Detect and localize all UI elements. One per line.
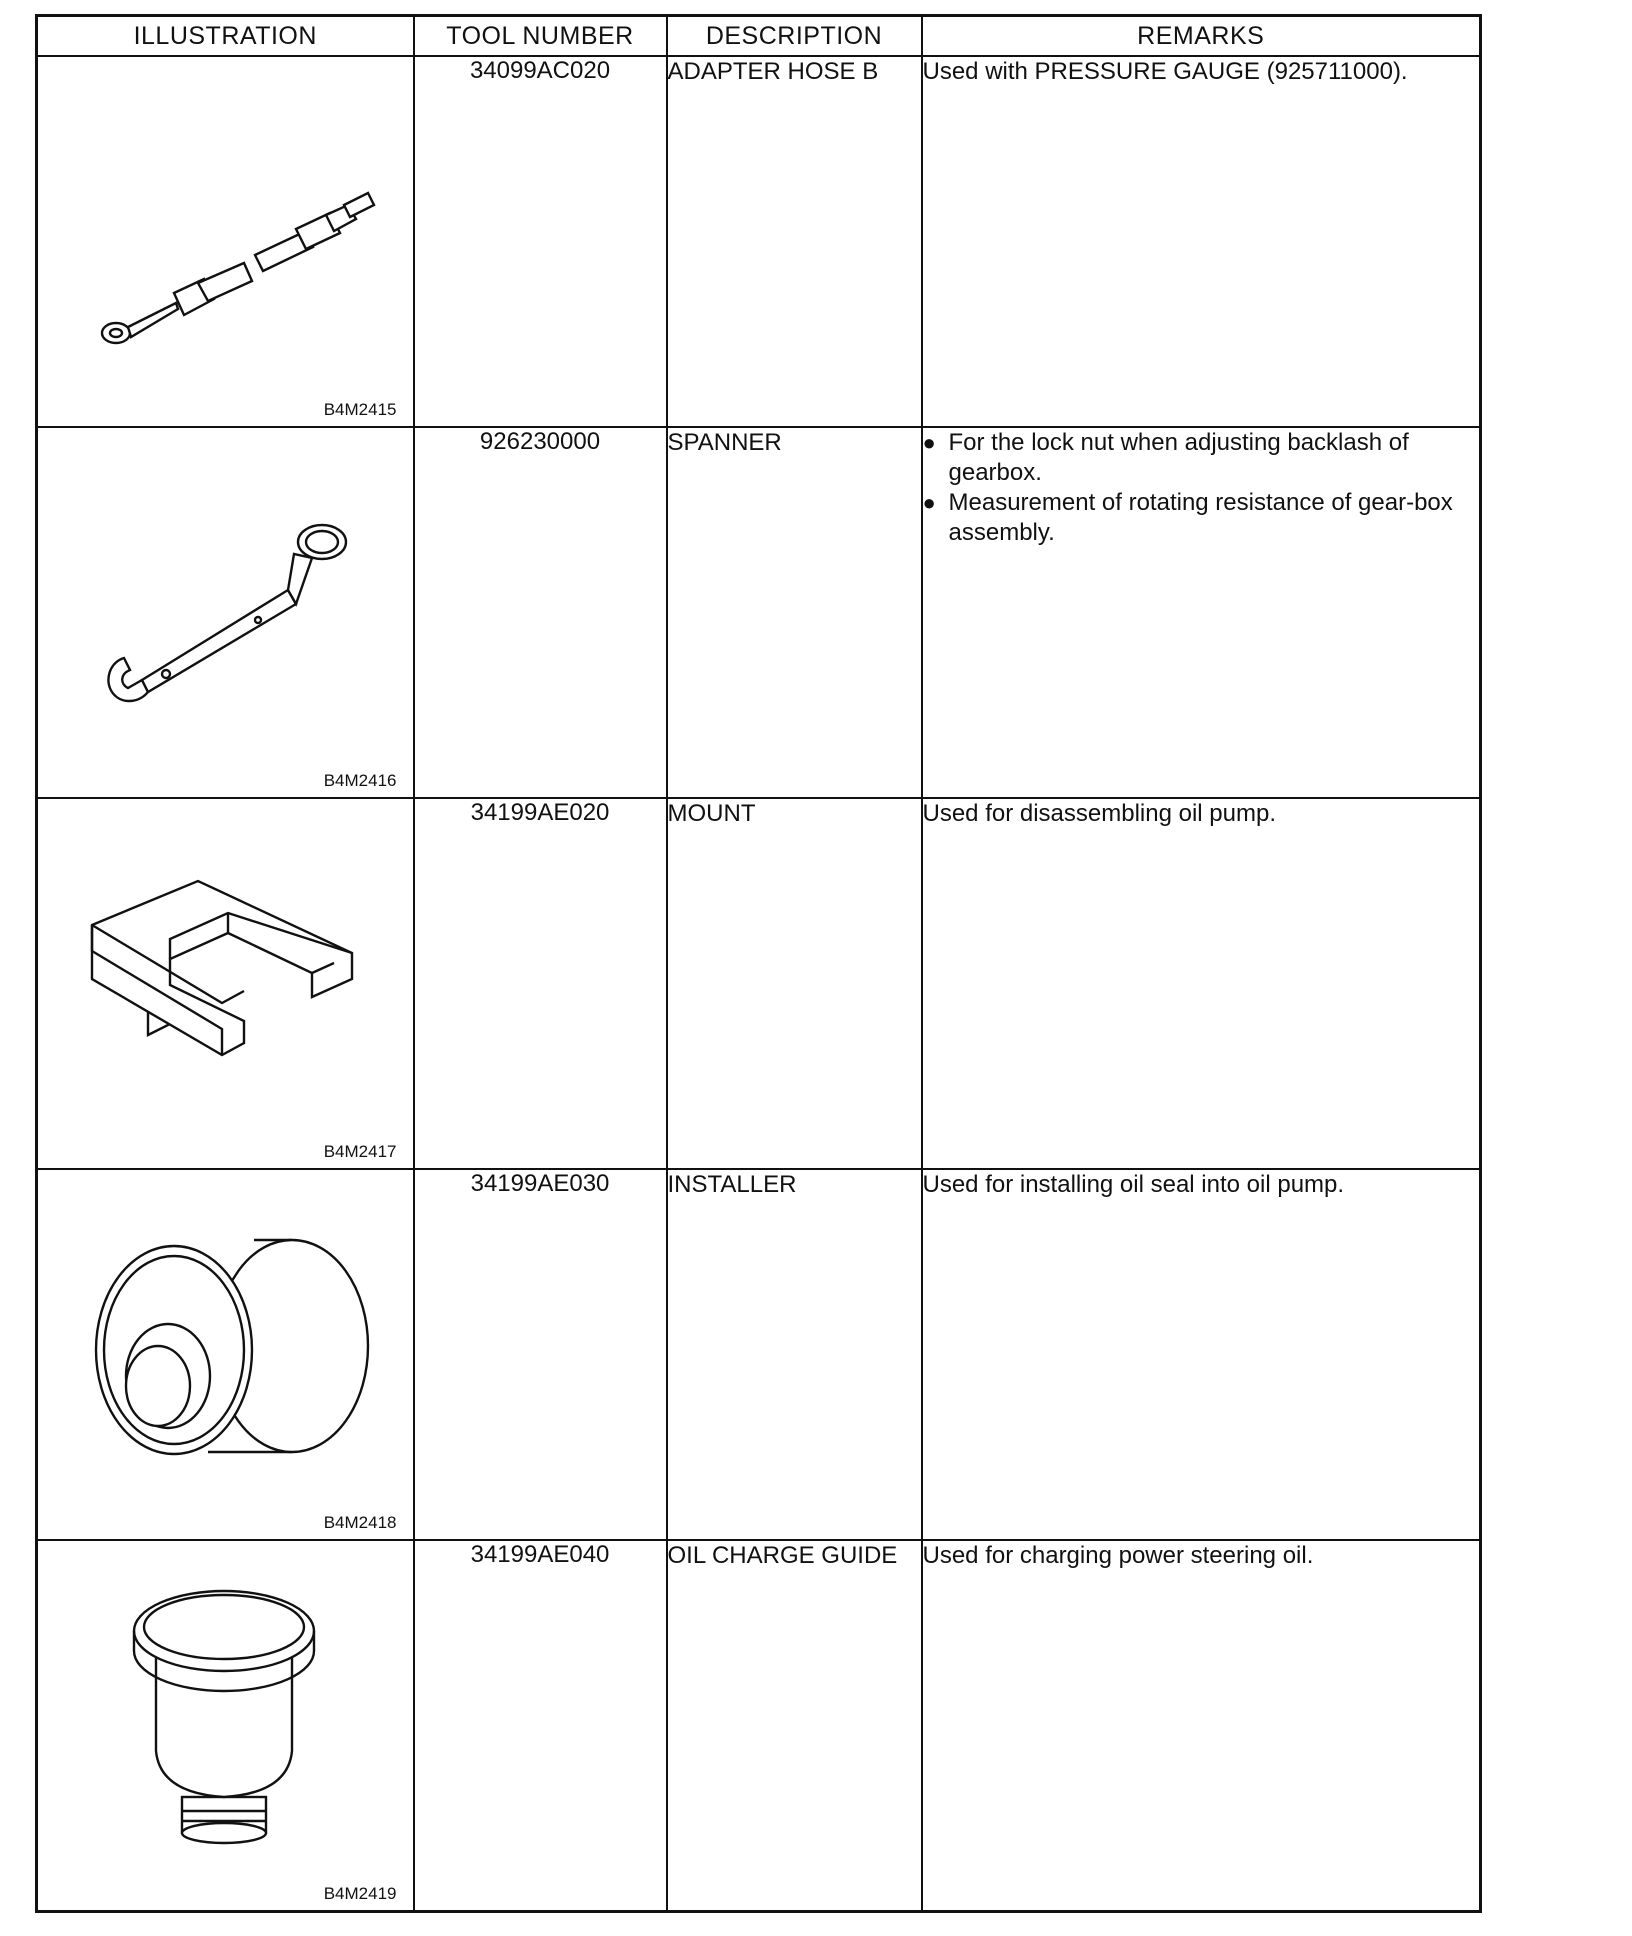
tool-remarks [922, 1540, 1481, 1912]
table-row [37, 1169, 1481, 1540]
tool-remarks [922, 56, 1481, 427]
remark-line: Used with PRESSURE GAUGE (925711000). [922, 58, 1408, 85]
header-illustration: ILLUSTRATION [37, 16, 414, 57]
figure-code: B4M2416 [323, 771, 397, 790]
table-row [37, 1540, 1481, 1912]
adapter-hose-icon [58, 87, 398, 377]
figure-code: B4M2419 [323, 1884, 397, 1903]
figure-code: B4M2417 [323, 1142, 397, 1161]
remark-bullet [923, 488, 1480, 548]
tool-description: SPANNER [667, 427, 922, 798]
remark-bullet [923, 428, 1480, 488]
illustration-cell [37, 798, 414, 1169]
installer-icon [58, 1200, 398, 1490]
tool-number: 34199AE030 [414, 1169, 667, 1540]
tool-number: 926230000 [414, 427, 667, 798]
mount-icon [58, 829, 398, 1119]
tool-description: OIL CHARGE GUIDE [667, 1540, 922, 1912]
illustration-cell [37, 427, 414, 798]
illustration-cell [37, 56, 414, 427]
spanner-icon [58, 458, 398, 748]
tool-remarks [922, 1169, 1481, 1540]
figure-code: B4M2415 [323, 400, 397, 419]
table-row [37, 798, 1481, 1169]
header-remarks: REMARKS [922, 16, 1481, 57]
remark-line: Used for disassembling oil pump. [922, 800, 1276, 827]
remark-line: Used for charging power steering oil. [922, 1542, 1314, 1569]
illustration-cell [37, 1540, 414, 1912]
header-tool-number: TOOL NUMBER [414, 16, 667, 57]
tool-remarks [922, 798, 1481, 1169]
table-row [37, 56, 1481, 427]
special-tools-table [35, 14, 1482, 1913]
bullet-icon: ● [922, 430, 936, 455]
bullet-icon: ● [922, 490, 936, 515]
remark-line: Measurement of rotating resistance of gear-box assembly. [948, 489, 1453, 546]
illustration-cell [37, 1169, 414, 1540]
tool-number: 34199AE020 [414, 798, 667, 1169]
header-description: DESCRIPTION [667, 16, 922, 57]
table-row [37, 427, 1481, 798]
tool-number: 34099AC020 [414, 56, 667, 427]
tool-remarks [922, 427, 1481, 798]
header-row [37, 16, 1481, 57]
oil-charge-guide-icon [58, 1571, 398, 1861]
tool-number: 34199AE040 [414, 1540, 667, 1912]
tool-description: MOUNT [667, 798, 922, 1169]
figure-code: B4M2418 [323, 1513, 397, 1532]
tool-description: ADAPTER HOSE B [667, 56, 922, 427]
tool-description: INSTALLER [667, 1169, 922, 1540]
remark-line: Used for installing oil seal into oil pump. [922, 1171, 1345, 1198]
remark-line: For the lock nut when adjusting backlash of gearbox. [948, 429, 1409, 486]
